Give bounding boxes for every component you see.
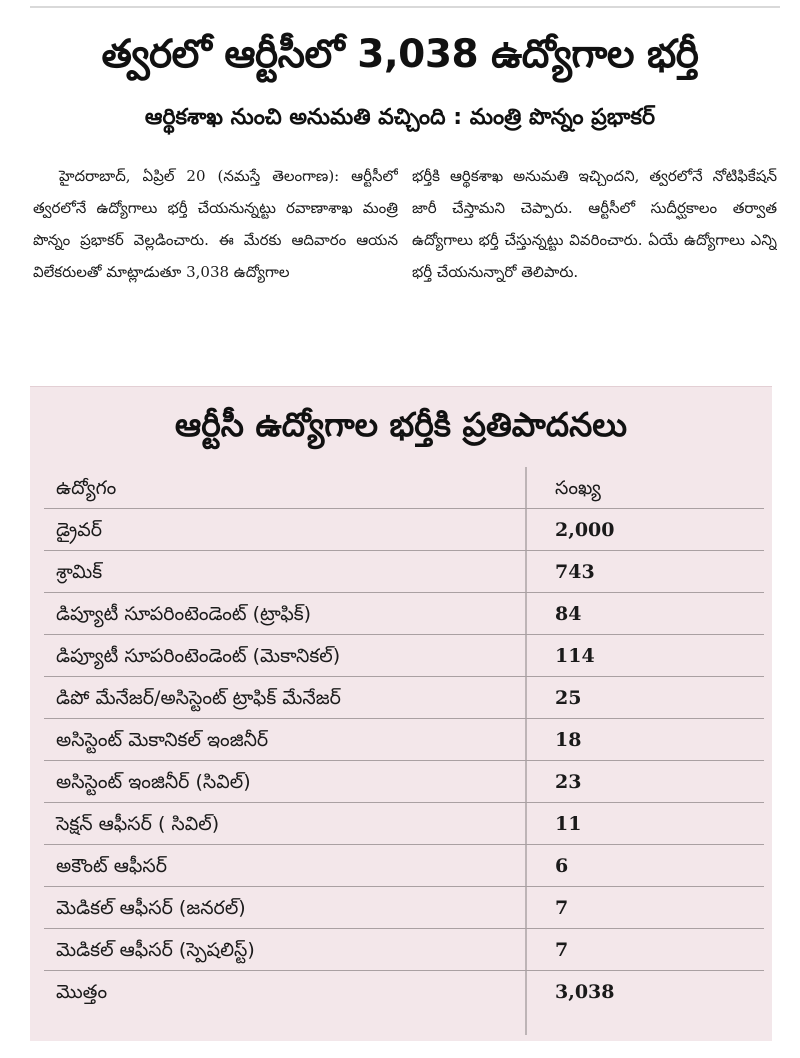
header-count: సంఖ్య — [555, 477, 601, 499]
table-row — [30, 551, 772, 593]
row-role: మెడికల్ ఆఫీసర్ (జనరల్) — [56, 897, 246, 919]
row-role: అకౌంట్ ఆఫీసర్ — [56, 855, 167, 877]
row-role: డిపో మేనేజర్/అసిస్టెంట్ ట్రాఫిక్ మేనేజర్ — [56, 687, 341, 709]
table-row — [30, 803, 772, 845]
row-count: 743 — [555, 561, 595, 583]
subheadline: ఆర్థికశాఖ నుంచి అనుమతి వచ్చింది : మంత్రి పొన్నం ప్రభాకర్ — [144, 105, 656, 130]
recruitment-table-box — [30, 386, 772, 1041]
table-header-row — [30, 467, 772, 509]
table-total-row — [30, 971, 772, 1013]
table-row — [30, 719, 772, 761]
row-count: 7 — [555, 897, 569, 919]
row-count: 6 — [555, 855, 569, 877]
row-role: అసిస్టెంట్ ఇంజినీర్ (సివిల్) — [56, 771, 251, 793]
row-role: డిప్యూటీ సూపరింటెండెంట్ (మెకానికల్) — [56, 645, 341, 667]
total-label: మొత్తం — [56, 981, 108, 1003]
article-body-left: హైదరాబాద్, ఏప్రిల్ 20 (నమస్తే తెలంగాణ): ఆర్టీసీలో త్వరలోనే ఉద్యోగాలు భర్తీ చేయనున్నట్టు రవాణాశాఖ మంత్రి పొన్నం ప్రభాకర్ వెల్లడించారు. ఈ మేరకు ఆదివారం ఆయన విలేకరులతో మాట్లాడుతూ 3,038 ఉద్యోగాల — [33, 167, 398, 281]
row-role: అసిస్టెంట్ మెకానికల్ ఇంజినీర్ — [56, 729, 269, 751]
table-row — [30, 761, 772, 803]
row-role: డిప్యూటీ సూపరింటెండెంట్ (ట్రాఫిక్) — [56, 603, 312, 625]
total-count: 3,038 — [555, 981, 615, 1003]
row-count: 23 — [555, 771, 582, 793]
table-row — [30, 845, 772, 887]
headline: త్వరలో ఆర్టీసీలో 3,038 ఉద్యోగాల భర్తీ — [101, 32, 699, 77]
row-count: 7 — [555, 939, 569, 961]
table-row — [30, 509, 772, 551]
row-count: 114 — [555, 645, 595, 667]
row-count: 25 — [555, 687, 582, 709]
header-role: ఉద్యోగం — [56, 477, 117, 499]
table-row — [30, 677, 772, 719]
row-count: 84 — [555, 603, 582, 625]
row-count: 18 — [555, 729, 582, 751]
row-role: శ్రామిక్ — [56, 561, 103, 583]
table-title: ఆర్టీసీ ఉద్యోగాల భర్తీకి ప్రతిపాదనలు — [174, 405, 628, 444]
row-role: డ్రైవర్ — [56, 519, 103, 541]
row-role: సెక్షన్ ఆఫీసర్ ( సివిల్) — [56, 813, 220, 835]
row-count: 2,000 — [555, 519, 615, 541]
row-role: మెడికల్ ఆఫీసర్ (స్పెషలిస్ట్) — [56, 939, 255, 961]
table-row — [30, 635, 772, 677]
table-row — [30, 929, 772, 971]
table-row — [30, 887, 772, 929]
row-count: 11 — [555, 813, 582, 835]
top-rule — [30, 6, 780, 8]
article-body-right: భర్తీకి ఆర్థికశాఖ అనుమతి ఇచ్చిందని, త్వరలోనే నోటిఫికేషన్ జారీ చేస్తామని చెప్పారు. ఆర్టీసీలో సుదీర్ఘకాలం తర్వాత ఉద్యోగాలు భర్తీ చేస్తున్నట్టు వివరించారు. ఏయే ఉద్యోగాలు ఎన్ని భర్తీ చేయనున్నారో తెలిపారు. — [412, 167, 777, 281]
table-row — [30, 593, 772, 635]
